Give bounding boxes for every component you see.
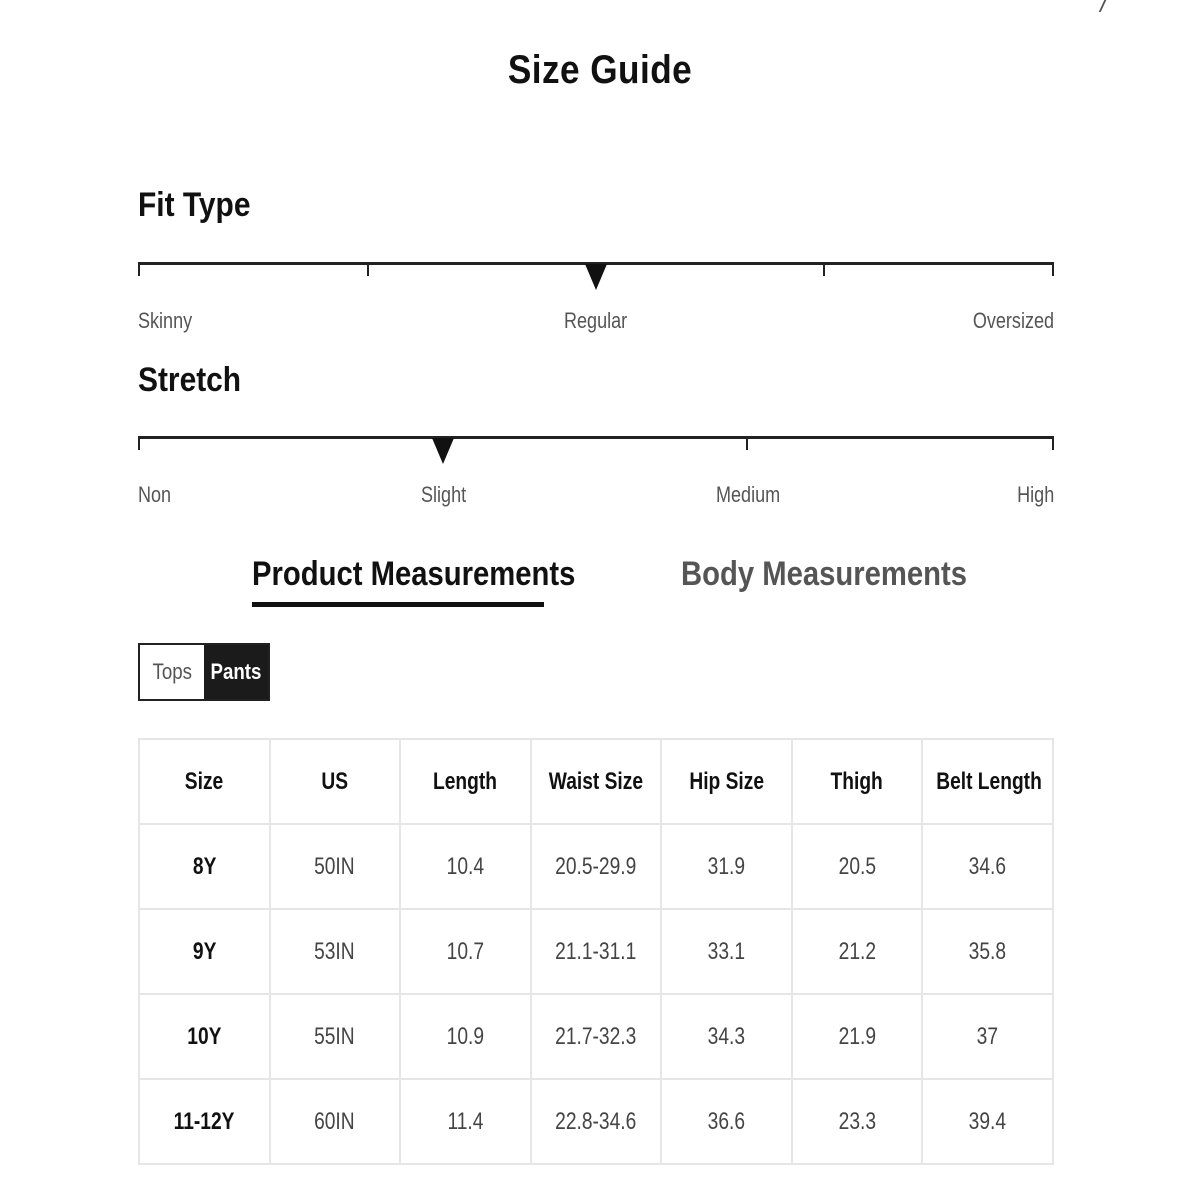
table-cell <box>922 824 1053 909</box>
table-row <box>139 994 1053 1079</box>
stretch-tick <box>1052 436 1054 450</box>
column-header-label: Thigh <box>830 767 884 795</box>
cell-value: 20.5 <box>838 852 876 880</box>
cell-value: 11.4 <box>447 1107 484 1135</box>
cell-value: 33.1 <box>707 937 746 965</box>
stretch-option-slight: Slight <box>421 482 467 507</box>
column-header <box>661 739 792 824</box>
fit-type-label: Fit Type <box>138 186 251 224</box>
measurement-tabs <box>0 555 1200 615</box>
cell-value: 36.6 <box>707 1107 746 1135</box>
table-cell <box>792 909 923 994</box>
table-cell <box>792 994 923 1079</box>
toggle-tops-label: Tops <box>152 659 192 684</box>
table-cell <box>661 994 792 1079</box>
table-cell <box>139 994 270 1079</box>
category-toggle <box>138 643 270 701</box>
fit-type-option-regular: Regular <box>564 308 628 333</box>
stretch-tick <box>138 436 140 450</box>
stretch-tick <box>746 436 748 450</box>
cell-value: 21.9 <box>838 1022 876 1050</box>
column-header-label: US <box>321 767 349 795</box>
page-title: Size Guide <box>507 48 693 92</box>
column-header <box>531 739 662 824</box>
cell-value: 21.1-31.1 <box>555 937 637 965</box>
table-row <box>139 1079 1053 1164</box>
table-cell <box>661 824 792 909</box>
table-cell <box>139 824 270 909</box>
toggle-tops[interactable] <box>140 645 204 699</box>
toggle-pants-label: Pants <box>210 659 262 684</box>
column-header-label: Hip Size <box>689 767 764 795</box>
cell-value: 34.3 <box>707 1022 746 1050</box>
cell-value: 60IN <box>314 1107 356 1135</box>
cell-value: 9Y <box>192 937 217 965</box>
table-cell <box>531 824 662 909</box>
stretch-option-high: High <box>1016 482 1054 507</box>
stretch-option-non: Non <box>138 482 172 507</box>
stretch-scale <box>138 436 1054 516</box>
column-header-label: Belt Length <box>936 767 1043 795</box>
column-header-label: Waist Size <box>548 767 644 795</box>
table-row <box>139 909 1053 994</box>
stretch-track <box>138 436 1054 439</box>
table-cell <box>270 994 401 1079</box>
table-cell <box>531 1079 662 1164</box>
fit-type-tick <box>823 262 825 276</box>
stretch-marker-icon <box>432 438 454 464</box>
tab-body-measurements[interactable]: Body Measurements <box>681 555 967 593</box>
tab-product-measurements[interactable]: Product Measurements <box>252 555 576 593</box>
table-row <box>139 824 1053 909</box>
column-header-label: Size <box>185 767 224 795</box>
cell-value: 21.2 <box>838 937 876 965</box>
table-cell <box>400 824 531 909</box>
column-header <box>139 739 270 824</box>
cell-value: 10.4 <box>446 852 485 880</box>
toggle-pants[interactable] <box>204 645 268 699</box>
column-header <box>270 739 401 824</box>
table-cell <box>270 1079 401 1164</box>
active-tab-underline <box>252 602 544 607</box>
cell-value: 21.7-32.3 <box>555 1022 637 1050</box>
cell-value: 31.9 <box>707 852 746 880</box>
fit-type-scale <box>138 262 1054 342</box>
fit-type-option-oversized: Oversized <box>972 308 1054 333</box>
table-cell <box>922 994 1053 1079</box>
table-cell <box>661 1079 792 1164</box>
column-header-label: Length <box>433 767 498 795</box>
cell-value: 23.3 <box>838 1107 876 1135</box>
fit-type-marker-icon <box>585 264 607 290</box>
table-cell <box>922 1079 1053 1164</box>
cell-value: 10Y <box>187 1022 222 1050</box>
size-table <box>138 738 1054 1165</box>
cell-value: 37 <box>976 1022 999 1050</box>
table-cell <box>400 1079 531 1164</box>
cell-value: 20.5-29.9 <box>555 852 637 880</box>
cell-value: 34.6 <box>969 852 1007 880</box>
table-cell <box>792 1079 923 1164</box>
column-header <box>400 739 531 824</box>
fit-type-tick <box>367 262 369 276</box>
column-header <box>922 739 1053 824</box>
cell-value: 50IN <box>314 852 356 880</box>
table-cell <box>792 824 923 909</box>
fit-type-option-skinny: Skinny <box>138 308 193 333</box>
decorative-mark <box>1089 0 1108 12</box>
cell-value: 10.9 <box>446 1022 485 1050</box>
table-cell <box>531 909 662 994</box>
table-cell <box>400 994 531 1079</box>
stretch-option-medium: Medium <box>716 482 781 507</box>
table-cell <box>661 909 792 994</box>
table-header-row <box>139 739 1053 824</box>
cell-value: 35.8 <box>969 937 1007 965</box>
table-cell <box>400 909 531 994</box>
column-header <box>792 739 923 824</box>
cell-value: 10.7 <box>446 937 485 965</box>
cell-value: 55IN <box>314 1022 356 1050</box>
fit-type-tick <box>1052 262 1054 276</box>
cell-value: 8Y <box>192 852 217 880</box>
table-cell <box>922 909 1053 994</box>
cell-value: 22.8-34.6 <box>555 1107 637 1135</box>
table-cell <box>270 824 401 909</box>
table-cell <box>531 994 662 1079</box>
table-cell <box>270 909 401 994</box>
stretch-label: Stretch <box>138 361 242 399</box>
cell-value: 11-12Y <box>173 1107 235 1135</box>
cell-value: 53IN <box>314 937 356 965</box>
table-cell <box>139 909 270 994</box>
table-cell <box>139 1079 270 1164</box>
fit-type-tick <box>138 262 140 276</box>
cell-value: 39.4 <box>969 1107 1007 1135</box>
